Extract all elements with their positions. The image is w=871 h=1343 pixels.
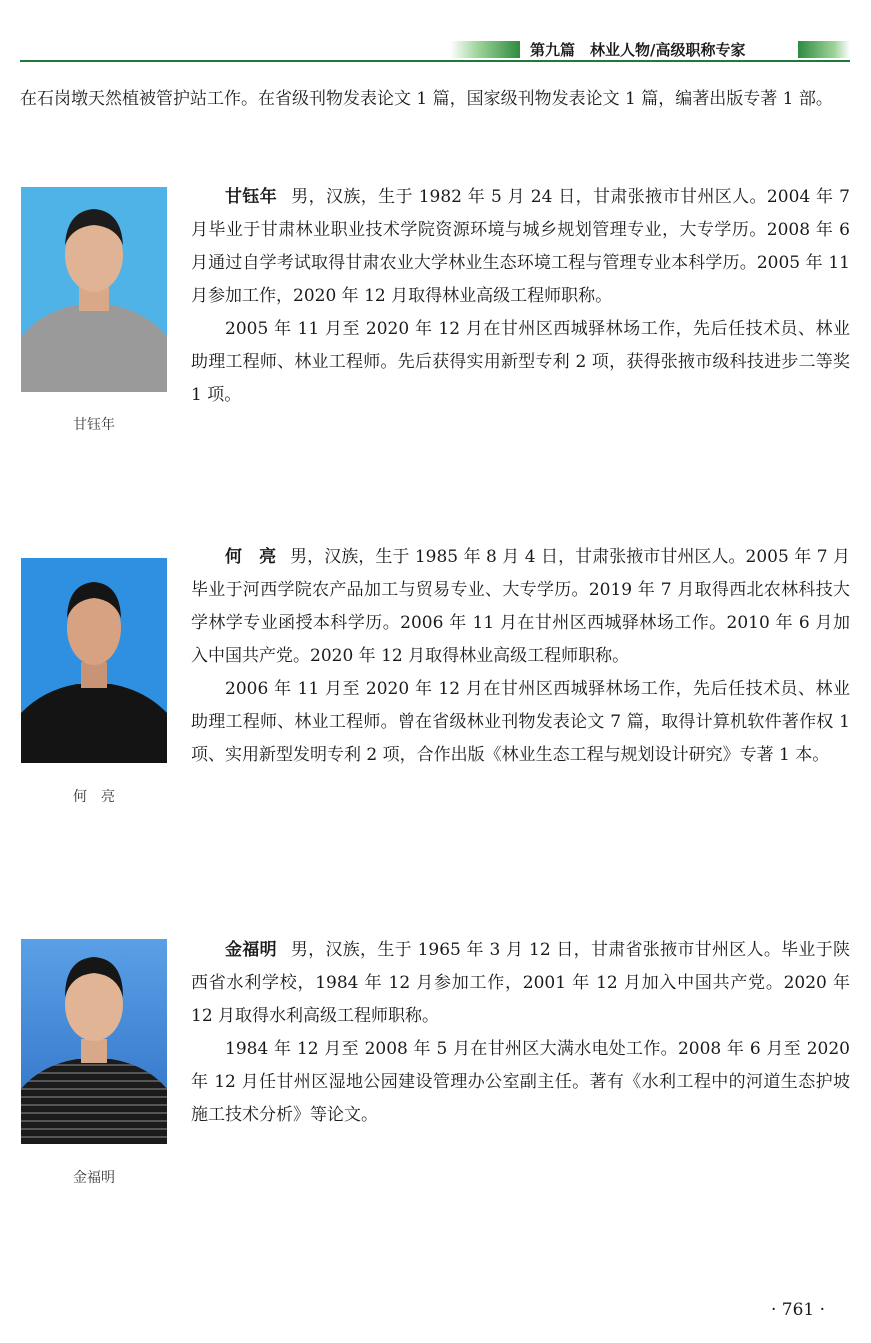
bio-paragraph: 2005 年 11 月至 2020 年 12 月在甘州区西城驿林场工作，先后任技术员、林业助理工程师、林业工程师。先后获得实用新型专利 2 项，获得张掖市级科技进步二等奖 1 项。 [191, 319, 850, 405]
bio-entry-3 [191, 934, 850, 1132]
bio-paragraph [191, 541, 850, 673]
header-rule [20, 60, 850, 62]
portrait-photo-2 [21, 558, 167, 763]
header-title: 第九篇 林业人物/高级职称专家 [530, 41, 746, 59]
bio-text: 男，汉族，生于 1965 年 3 月 12 日，甘肃省张掖市甘州区人。毕业于陕西省水利学校，1984 年 12 月参加工作，2001 年 12 月加入中国共产党。2020 年 12 月取得水利高级工程师职称。 [191, 940, 850, 1026]
bio-paragraph [191, 934, 850, 1033]
portrait-photo-3 [21, 939, 167, 1144]
bio-text: 男，汉族，生于 1982 年 5 月 24 日，甘肃张掖市甘州区人。2004 年 7 月毕业于甘肃林业职业技术学院资源环境与城乡规划管理专业，大专学历。2008 年 6 月通过自学考试取得甘肃农业大学林业生态环境工程与管理专业本科学历。2005 年 11 月参加工作，2020 年 12 月取得林业高级工程师职称。 [191, 187, 850, 306]
portrait-photo-1 [21, 187, 167, 392]
person-name: 金福明 [225, 940, 277, 960]
portrait-caption-1: 甘钰年 [73, 417, 115, 433]
bio-paragraph: 2006 年 11 月至 2020 年 12 月在甘州区西城驿林场工作，先后任技术员、林业助理工程师、林业工程师。曾在省级林业刊物发表论文 7 篇，取得计算机软件著作权 1 项、实用新型发明专利 2 项，合作出版《林业生态工程与规划设计研究》专著 1 本。 [191, 679, 850, 765]
header-decor-band-left [450, 41, 520, 58]
running-header [20, 40, 850, 62]
bio-paragraph [191, 181, 850, 313]
header-decor-band-right [798, 41, 850, 58]
page-number: · 761 · [770, 1300, 826, 1320]
portrait-caption-2: 何 亮 [73, 789, 115, 805]
bio-entry-1 [191, 181, 850, 412]
person-name: 何 亮 [225, 547, 277, 567]
bio-entry-2 [191, 541, 850, 772]
intro-paragraph: 在石岗墩天然植被管护站工作。在省级刊物发表论文 1 篇，国家级刊物发表论文 1 篇，编著出版专著 1 部。 [20, 89, 833, 109]
person-name: 甘钰年 [225, 187, 278, 207]
bio-text: 男，汉族，生于 1985 年 8 月 4 日，甘肃张掖市甘州区人。2005 年 7 月毕业于河西学院农产品加工与贸易专业、大专学历。2019 年 7 月取得西北农林科技大学林学专业函授本科学历。2006 年 11 月在甘州区西城驿林场工作。2010 年 6 月加入中国共产党。2020 年 12 月取得林业高级工程师职称。 [191, 547, 851, 666]
portrait-caption-3: 金福明 [73, 1170, 115, 1186]
bio-paragraph: 1984 年 12 月至 2008 年 5 月在甘州区大满水电处工作。2008 年 6 月至 2020 年 12 月任甘州区湿地公园建设管理办公室副主任。著有《水利工程中的河道生态护坡施工技术分析》等论文。 [191, 1039, 850, 1125]
